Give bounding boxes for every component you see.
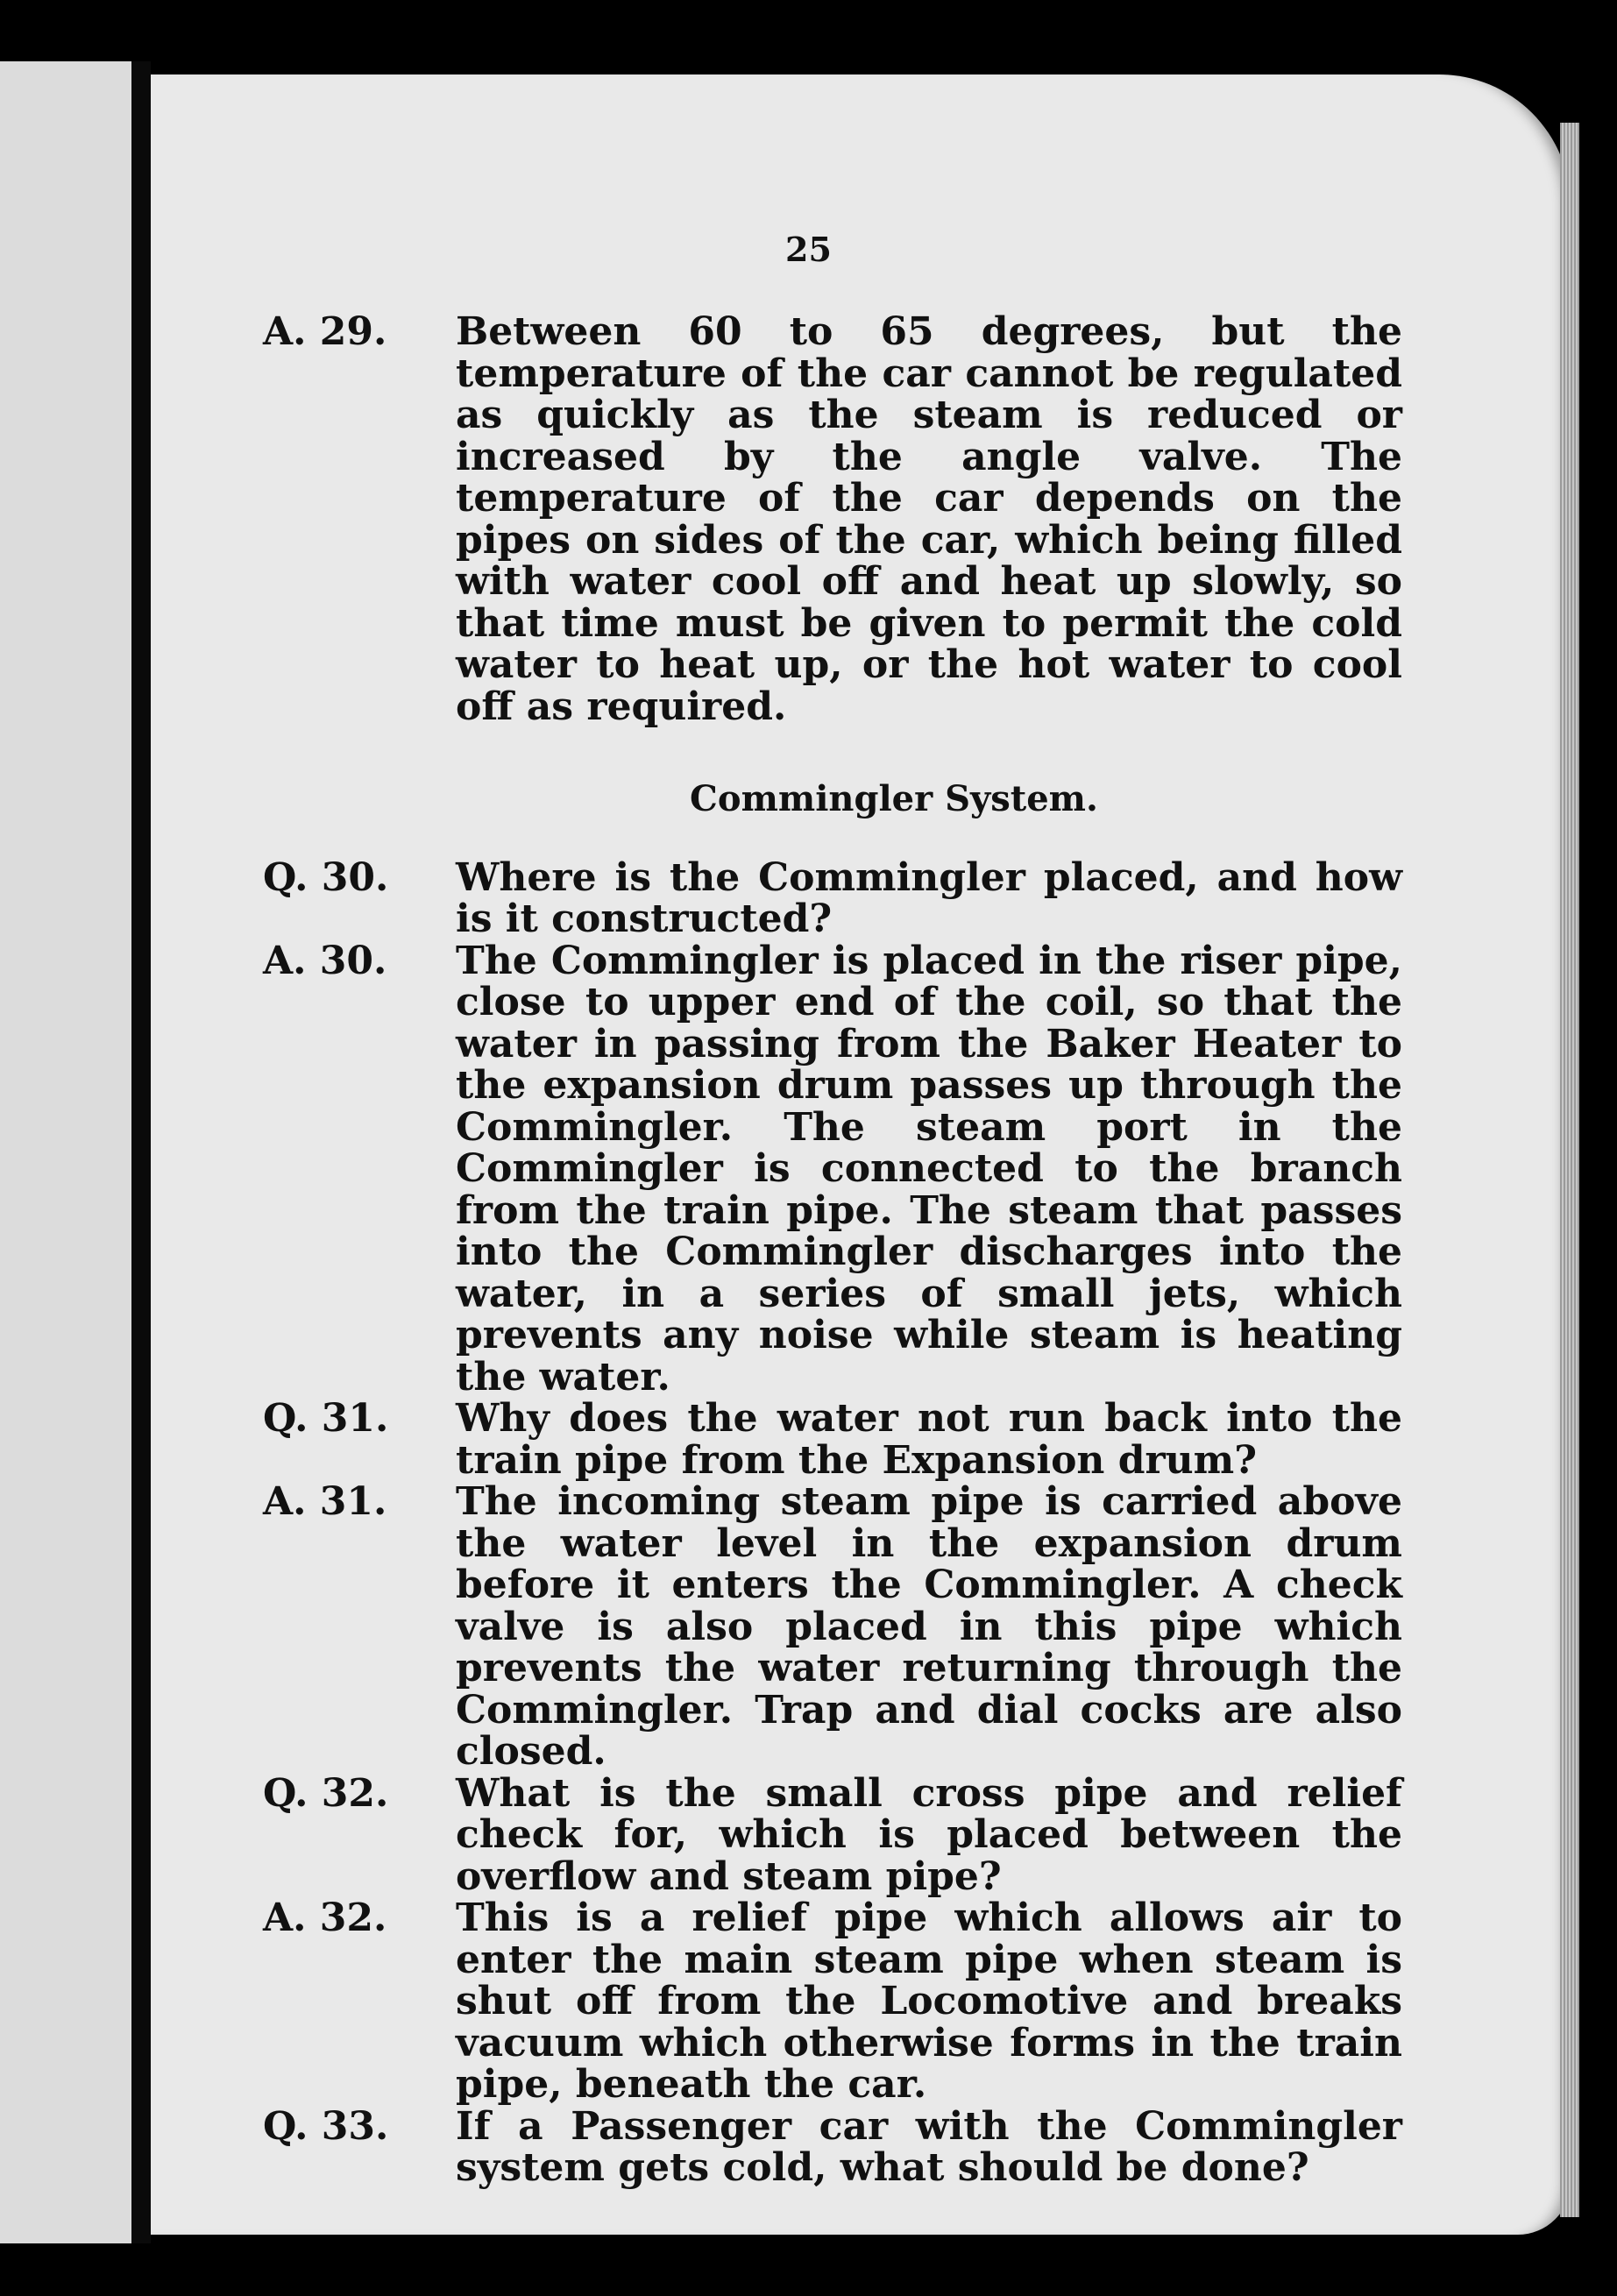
answer-31 [263,1481,1402,1773]
question-33 [263,2103,1402,2190]
page-content [263,311,1402,2189]
entry-text: Where is the Commingler placed, and how is it constructed? [456,854,1402,941]
entry-label: A. 29. [263,309,387,354]
entry-text: The Commingler is placed in the riser pipe, close to upper end of the coil, so that the water in passing from the Baker Heater to the expansion drum passes up through the Commingler. The steam port in the Commingler is connected to the branch from the train pipe. The steam that passes into the Commingler discharges into the water, in a series of small jets, which prevents any noise while steam is heating the water. [456,938,1402,1400]
book-spine [131,61,151,2243]
question-32 [263,1770,1402,1899]
entry-label: A. 31. [263,1479,387,1524]
page-number: 25 [785,230,832,269]
entry-text: Why does the water not run back into the train pipe from the Expansion drum? [456,1396,1402,1483]
entry-label: Q. 32. [263,1770,389,1816]
entry-text: If a Passenger car with the Commingler system gets cold, what should be done? [456,2103,1402,2190]
facing-page-edge [0,61,131,2243]
page-stack-edge [1560,123,1579,2217]
answer-32 [263,1897,1402,2106]
entry-text: The incoming steam pipe is carried above the water level in the expansion drum before it enters the Commingler. A check valve is also placed in this pipe which prevents the water returning through the Commingler. Trap and dial cocks are also closed. [456,1479,1402,1774]
entry-label: Q. 31. [263,1396,389,1441]
entry-label: Q. 33. [263,2103,389,2149]
question-30 [263,854,1402,941]
entry-text: This is a relief pipe which allows air to enter the main steam pipe when steam is shut off from the Locomotive and breaks vacuum which otherwise forms in the train pipe, beneath the car. [456,1896,1402,2107]
answer-30 [263,940,1402,1399]
section-heading: Commingler System. [690,778,1098,819]
answer-29 [263,311,1402,727]
entry-text: Between 60 to 65 degrees, but the temperature of the car cannot be regulated as quickly as the steam is reduced or increased by the angle valve. The temperature of the car depends on the pipes on sides of the car, which being filled with water cool off and heat up slowly, so that time must be given to permit the cold water to heat up, or the hot water to cool off as required. [456,309,1402,729]
entry-label: A. 30. [263,938,387,983]
entry-label: Q. 30. [263,854,389,900]
entry-label: A. 32. [263,1896,387,1940]
entry-text: What is the small cross pipe and relief check for, which is placed between the overflow and steam pipe? [456,1770,1402,1899]
question-31 [263,1398,1402,1481]
